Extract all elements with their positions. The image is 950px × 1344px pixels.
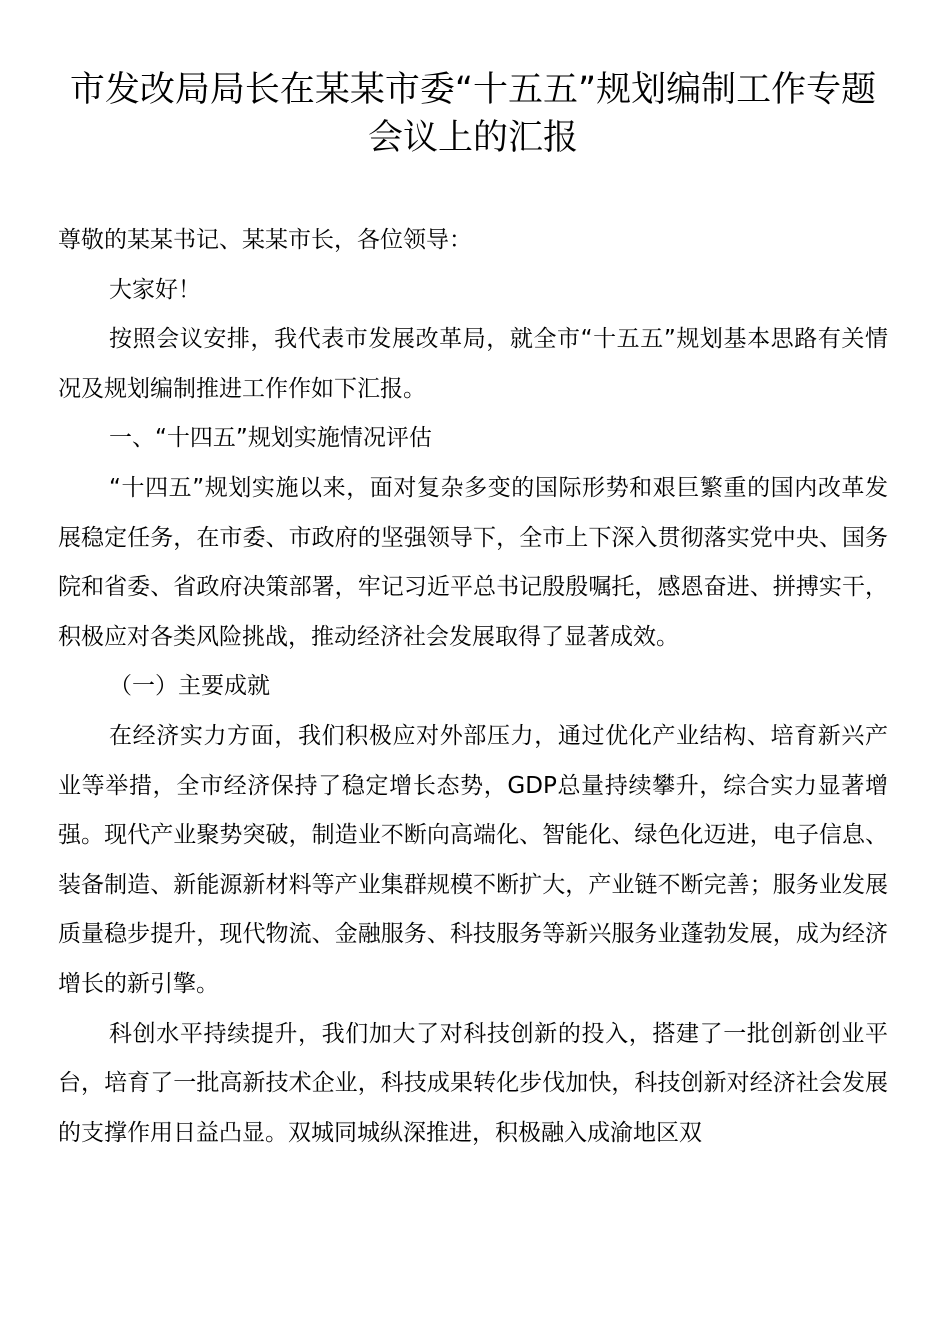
document-title: 市发改局局长在某某市委“十五五”规划编制工作专题会议上的汇报 [69, 70, 877, 158]
innovation-paragraph: 科创水平持续提升，我们加大了对科技创新的投入，搭建了一批创新创业平台，培育了一批高新技术企业，科技成果转化步伐加快，科技创新对经济社会发展的支撑作用日益凸显。双城同城纵深推进，积极融入成渝地区双 [58, 1020, 888, 1146]
document-body [58, 216, 888, 1158]
section-paragraph: “十四五”规划实施以来，面对复杂多变的国际形势和艰巨繁重的国内改革发展稳定任务，在市委、市政府的坚强领导下，全市上下深入贯彻落实党中央、国务院和省委、省政府决策部署，牢记习近平总书记殷殷嘱托，感恩奋进、拼搏实干，积极应对各类风险挑战，推动经济社会发展取得了显著成效。 [58, 474, 888, 650]
salutation: 尊敬的某某书记、某某市长，各位领导： [58, 227, 472, 253]
subsection-heading: （一）主要成就 [109, 673, 270, 700]
section-heading: 一、“十四五”规划实施情况评估 [109, 425, 432, 452]
intro-paragraph: 按照会议安排，我代表市发展改革局，就全市“十五五”规划基本思路有关情况及规划编制推进工作作如下汇报。 [58, 326, 888, 402]
economy-paragraph: 在经济实力方面，我们积极应对外部压力，通过优化产业结构、培育新兴产业等举措，全市经济保持了稳定增长态势，GDP总量持续攀升，综合实力显著增强。现代产业聚势突破，制造业不断向高端化、智能化、绿色化迈进，电子信息、装备制造、新能源新材料等产业集群规模不断扩大，产业链不断完善；服务业发展质量稳步提升，现代物流、金融服务、科技服务等新兴服务业蓬勃发展，成为经济增长的新引擎。 [58, 722, 888, 997]
greeting: 大家好！ [109, 276, 201, 303]
